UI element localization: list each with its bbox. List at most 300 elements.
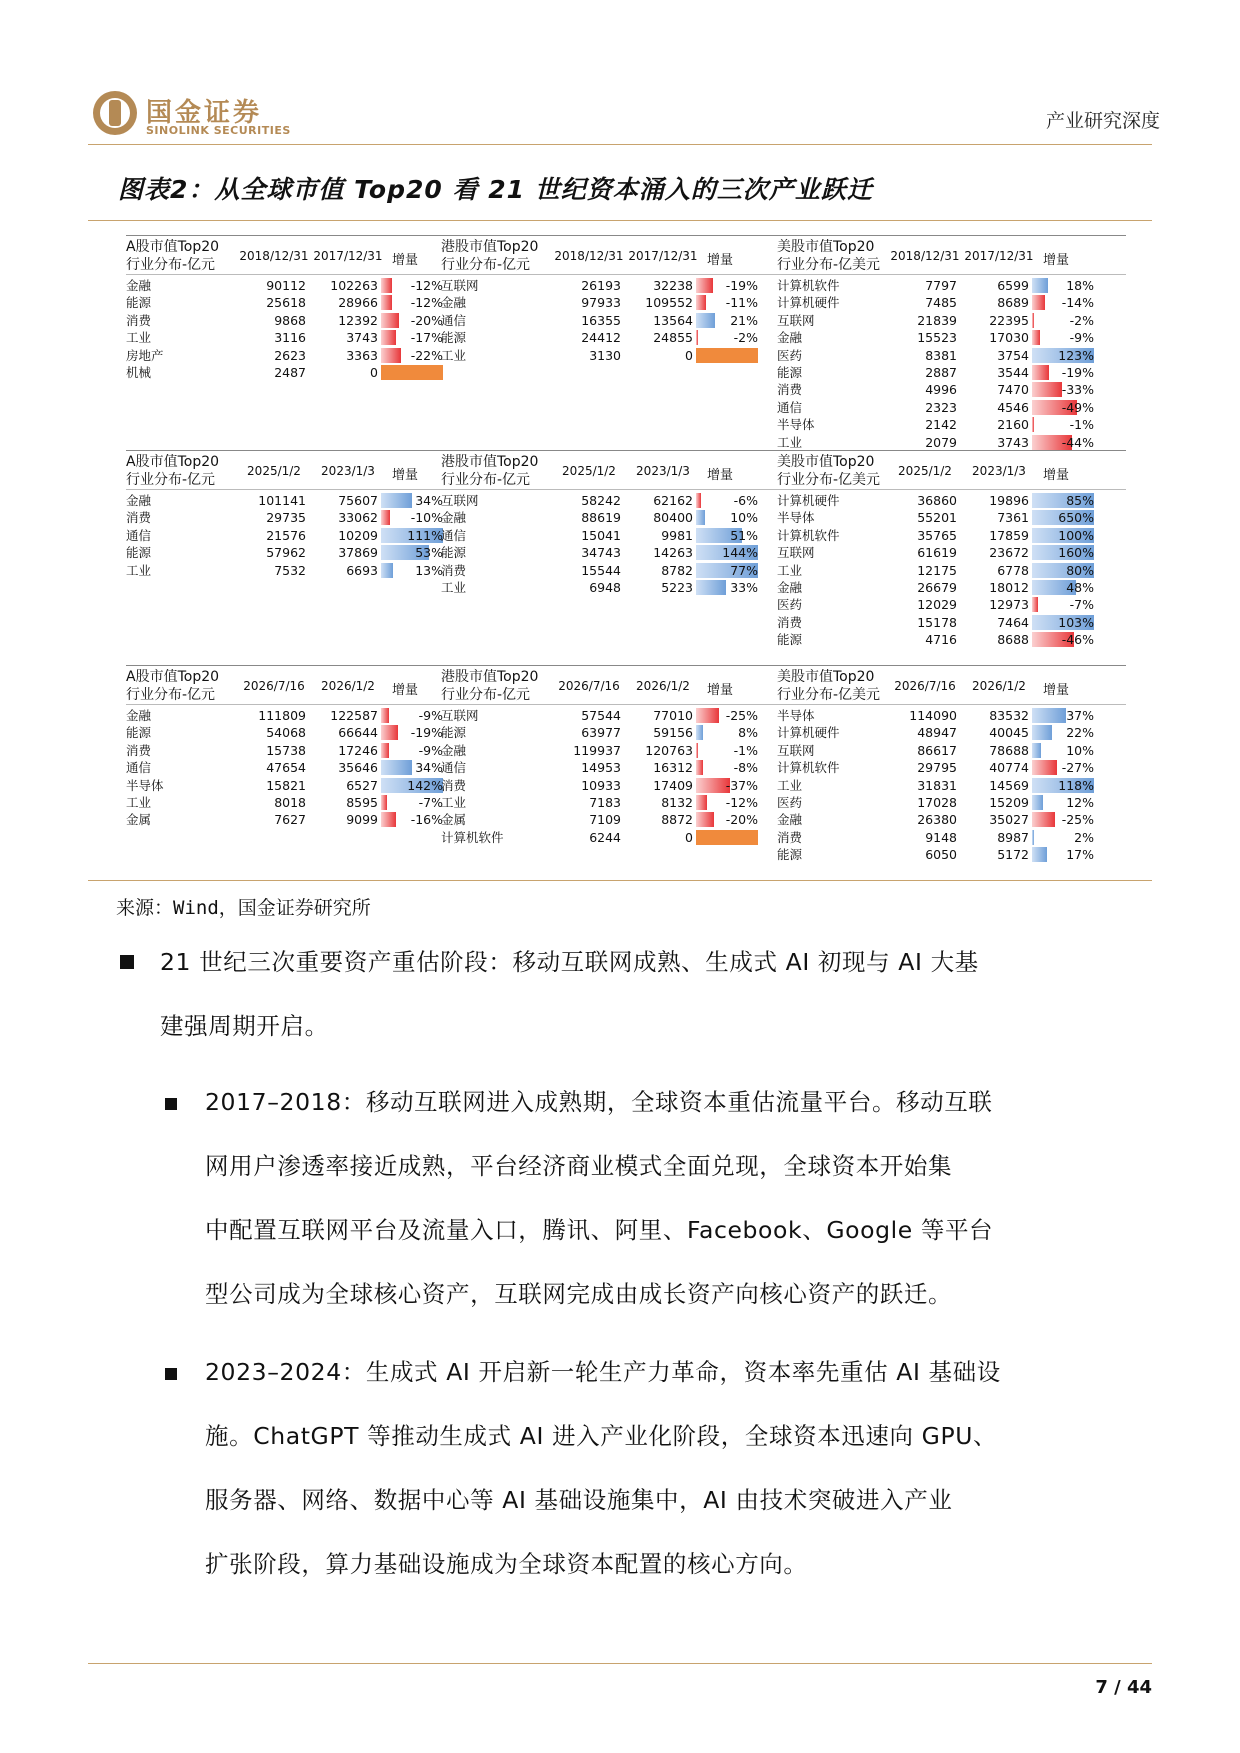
row-increment-pct: 10% bbox=[730, 510, 758, 526]
row-increment-pct: 8% bbox=[738, 725, 758, 741]
panel-market-title: A股市值Top20 bbox=[126, 669, 220, 685]
row-value-2: 16312 bbox=[653, 760, 693, 776]
row-category: 工业 bbox=[777, 434, 803, 450]
date-col-2: 2023/1/3 bbox=[321, 464, 375, 478]
bullet-square bbox=[120, 955, 134, 969]
row-value-1: 21839 bbox=[917, 312, 957, 328]
panel-market-title: 美股市值Top20 bbox=[777, 669, 875, 685]
panel-unit-label: 行业分布-亿美元 bbox=[777, 687, 881, 703]
row-value-2: 12973 bbox=[989, 597, 1029, 613]
row-value-1: 111809 bbox=[258, 708, 306, 723]
row-value-1: 48947 bbox=[917, 725, 957, 741]
row-value-1: 9148 bbox=[925, 829, 957, 845]
row-value-2: 14263 bbox=[653, 545, 693, 561]
row-value-2: 59156 bbox=[653, 725, 693, 741]
row-category: 半导体 bbox=[126, 777, 164, 793]
row-value-2: 77010 bbox=[653, 708, 693, 723]
row-category: 能源 bbox=[126, 295, 152, 311]
row-value-2: 3743 bbox=[997, 434, 1029, 450]
row-category: 消费 bbox=[126, 510, 152, 526]
row-increment-pct: -14% bbox=[1061, 295, 1094, 311]
panel-unit-label: 行业分布-亿元 bbox=[126, 687, 216, 703]
row-category: 金融 bbox=[126, 493, 152, 508]
row-value-1: 21576 bbox=[266, 527, 306, 543]
row-increment-pct: 51% bbox=[730, 527, 758, 543]
row-increment-pct: 80% bbox=[1066, 562, 1094, 578]
row-increment-pct: 103% bbox=[1058, 614, 1094, 630]
row-category: 工业 bbox=[777, 777, 803, 793]
row-category: 能源 bbox=[126, 545, 152, 561]
panel-market-title: A股市值Top20 bbox=[126, 239, 220, 255]
row-value-1: 25618 bbox=[266, 295, 306, 311]
row-value-2: 122587 bbox=[330, 708, 378, 723]
row-value-1: 7532 bbox=[274, 562, 306, 578]
row-value-1: 7485 bbox=[925, 295, 957, 311]
row-category: 计算机软件 bbox=[777, 527, 840, 543]
date-col-1: 2025/1/2 bbox=[898, 464, 952, 478]
row-value-2: 0 bbox=[370, 365, 378, 380]
row-value-2: 102263 bbox=[330, 278, 378, 293]
row-value-1: 15041 bbox=[581, 527, 621, 543]
row-increment-pct: 650% bbox=[1058, 510, 1094, 526]
row-value-2: 0 bbox=[685, 829, 693, 845]
row-increment-pct: -10% bbox=[410, 510, 443, 526]
row-value-1: 57544 bbox=[581, 708, 621, 723]
row-value-1: 26380 bbox=[917, 812, 957, 828]
row-value-1: 31831 bbox=[917, 777, 957, 793]
row-value-1: 29795 bbox=[917, 760, 957, 776]
page-number: 7 / 44 bbox=[1095, 1677, 1152, 1698]
row-value-2: 2160 bbox=[997, 417, 1029, 433]
panel-unit-label: 行业分布-亿元 bbox=[441, 472, 531, 488]
row-category: 工业 bbox=[126, 562, 152, 578]
row-increment-pct: -20% bbox=[410, 312, 443, 328]
row-increment-pct: 18% bbox=[1066, 278, 1094, 293]
row-value-2: 8689 bbox=[997, 295, 1029, 311]
row-category: 计算机软件 bbox=[441, 829, 504, 845]
row-value-1: 8381 bbox=[925, 347, 957, 363]
figure-title-rule bbox=[88, 220, 1152, 221]
row-value-1: 7183 bbox=[589, 795, 621, 810]
row-category: 金融 bbox=[777, 330, 803, 346]
row-category: 消费 bbox=[126, 742, 152, 758]
row-value-2: 120763 bbox=[645, 742, 693, 758]
date-col-2: 2023/1/3 bbox=[636, 464, 690, 478]
row-value-2: 32238 bbox=[653, 278, 693, 293]
panel-unit-label: 行业分布-亿美元 bbox=[777, 472, 881, 488]
row-category: 金融 bbox=[126, 708, 152, 723]
table-header-separator bbox=[126, 274, 1126, 275]
row-increment-pct: 100% bbox=[1058, 527, 1094, 543]
row-value-1: 2887 bbox=[925, 365, 957, 380]
row-increment-pct: 118% bbox=[1058, 777, 1094, 793]
panel-unit-label: 行业分布-亿元 bbox=[126, 257, 216, 273]
row-category: 工业 bbox=[126, 795, 152, 810]
row-category: 医药 bbox=[777, 795, 803, 810]
row-value-1: 3130 bbox=[589, 347, 621, 363]
row-category: 通信 bbox=[126, 527, 152, 543]
row-increment-pct: 160% bbox=[1058, 545, 1094, 561]
row-value-2: 22395 bbox=[989, 312, 1029, 328]
row-category: 金融 bbox=[441, 295, 467, 311]
row-value-2: 37869 bbox=[338, 545, 378, 561]
row-category: 半导体 bbox=[777, 708, 815, 723]
row-value-1: 63977 bbox=[581, 725, 621, 741]
row-value-1: 26679 bbox=[917, 580, 957, 595]
row-value-2: 40045 bbox=[989, 725, 1029, 741]
row-value-1: 24412 bbox=[581, 330, 621, 346]
row-increment-pct: 33% bbox=[730, 580, 758, 595]
row-value-2: 18012 bbox=[989, 580, 1029, 595]
row-category: 能源 bbox=[441, 545, 467, 561]
row-category: 计算机软件 bbox=[777, 278, 840, 293]
row-increment-pct: -17% bbox=[410, 330, 443, 346]
row-increment-pct bbox=[696, 347, 758, 364]
row-increment-pct: -11% bbox=[725, 295, 758, 311]
row-value-2: 62162 bbox=[653, 493, 693, 508]
row-increment-pct: -46% bbox=[1061, 632, 1094, 648]
row-value-2: 9099 bbox=[346, 812, 378, 828]
row-category: 通信 bbox=[441, 527, 467, 543]
row-value-2: 17859 bbox=[989, 527, 1029, 543]
row-value-2: 8595 bbox=[346, 795, 378, 810]
row-category: 半导体 bbox=[777, 510, 815, 526]
row-value-1: 6948 bbox=[589, 580, 621, 595]
increment-header: 增量 bbox=[707, 683, 734, 698]
row-value-2: 6693 bbox=[346, 562, 378, 578]
row-increment-pct: 21% bbox=[730, 312, 758, 328]
row-value-1: 15738 bbox=[266, 742, 306, 758]
row-value-1: 86617 bbox=[917, 742, 957, 758]
figure-source: 来源：Wind，国金证券研究所 bbox=[116, 897, 371, 919]
figure-bottom-rule bbox=[88, 880, 1152, 881]
row-value-2: 35027 bbox=[989, 812, 1029, 828]
row-value-2: 6527 bbox=[346, 777, 378, 793]
row-value-2: 109552 bbox=[645, 295, 693, 311]
date-col-1: 2018/12/31 bbox=[890, 249, 960, 263]
row-increment-pct: -22% bbox=[410, 347, 443, 363]
row-category: 金融 bbox=[441, 510, 467, 526]
row-value-2: 17246 bbox=[338, 742, 378, 758]
row-value-1: 15178 bbox=[917, 614, 957, 630]
row-value-1: 34743 bbox=[581, 545, 621, 561]
row-category: 计算机软件 bbox=[777, 760, 840, 776]
paragraph-line: 中配置互联网平台及流量入口，腾讯、阿里、Facebook、Google 等平台 bbox=[205, 1216, 994, 1244]
date-col-1: 2018/12/31 bbox=[554, 249, 624, 263]
row-category: 消费 bbox=[777, 382, 803, 398]
row-increment-pct: -37% bbox=[725, 777, 758, 793]
row-category: 医药 bbox=[777, 347, 803, 363]
row-value-2: 6778 bbox=[997, 562, 1029, 578]
row-value-1: 26193 bbox=[581, 278, 621, 293]
row-category: 能源 bbox=[777, 632, 803, 648]
increment-header: 增量 bbox=[1043, 253, 1070, 268]
row-increment-pct: -7% bbox=[1069, 597, 1094, 613]
row-category: 计算机硬件 bbox=[777, 493, 840, 508]
row-increment-pct: -7% bbox=[418, 795, 443, 810]
row-increment-pct: -1% bbox=[1069, 417, 1094, 433]
row-increment-pct: 111% bbox=[407, 527, 443, 543]
row-value-2: 4546 bbox=[997, 399, 1029, 415]
row-category: 消费 bbox=[777, 829, 803, 845]
row-value-1: 2323 bbox=[925, 399, 957, 415]
row-value-1: 14953 bbox=[581, 760, 621, 776]
row-increment-pct bbox=[696, 829, 758, 846]
date-col-1: 2026/7/16 bbox=[243, 679, 305, 693]
row-increment-pct: -9% bbox=[1069, 330, 1094, 346]
row-value-2: 15209 bbox=[989, 795, 1029, 810]
row-increment-pct: -12% bbox=[410, 295, 443, 311]
row-increment-pct: -8% bbox=[733, 760, 758, 776]
row-value-1: 7797 bbox=[925, 278, 957, 293]
row-value-1: 29735 bbox=[266, 510, 306, 526]
row-category: 通信 bbox=[777, 399, 803, 415]
row-increment-pct: 142% bbox=[407, 777, 443, 793]
row-value-1: 12175 bbox=[917, 562, 957, 578]
row-category: 消费 bbox=[441, 777, 467, 793]
row-increment-pct: 123% bbox=[1058, 347, 1094, 363]
row-value-2: 5223 bbox=[661, 580, 693, 595]
row-value-1: 10933 bbox=[581, 777, 621, 793]
row-value-1: 7627 bbox=[274, 812, 306, 828]
row-value-1: 2487 bbox=[274, 365, 306, 380]
row-value-2: 17030 bbox=[989, 330, 1029, 346]
row-increment-pct: -1% bbox=[733, 742, 758, 758]
row-value-2: 35646 bbox=[338, 760, 378, 776]
date-col-2: 2023/1/3 bbox=[972, 464, 1026, 478]
row-value-1: 4996 bbox=[925, 382, 957, 398]
row-increment-pct: -33% bbox=[1061, 382, 1094, 398]
row-value-1: 16355 bbox=[581, 312, 621, 328]
row-category: 工业 bbox=[441, 795, 467, 810]
row-value-2: 13564 bbox=[653, 312, 693, 328]
row-category: 金属 bbox=[126, 812, 152, 828]
row-increment-pct: -49% bbox=[1061, 399, 1094, 415]
row-category: 机械 bbox=[126, 365, 152, 380]
row-value-2: 3754 bbox=[997, 347, 1029, 363]
row-category: 互联网 bbox=[441, 278, 479, 293]
row-category: 通信 bbox=[441, 312, 467, 328]
row-category: 金融 bbox=[777, 580, 803, 595]
row-category: 房地产 bbox=[126, 347, 164, 363]
row-value-2: 3743 bbox=[346, 330, 378, 346]
row-increment-pct: -6% bbox=[733, 493, 758, 508]
date-col-2: 2017/12/31 bbox=[628, 249, 698, 263]
row-increment-pct: -27% bbox=[1061, 760, 1094, 776]
row-value-2: 80400 bbox=[653, 510, 693, 526]
paragraph-line: 扩张阶段，算力基础设施成为全球资本配置的核心方向。 bbox=[205, 1550, 808, 1578]
row-value-2: 23672 bbox=[989, 545, 1029, 561]
panel-market-title: 港股市值Top20 bbox=[441, 669, 539, 685]
row-category: 消费 bbox=[441, 562, 467, 578]
row-increment-pct: -2% bbox=[733, 330, 758, 346]
paragraph-line: 2023–2024：生成式 AI 开启新一轮生产力革命，资本率先重估 AI 基础设 bbox=[205, 1358, 1001, 1386]
row-value-2: 9981 bbox=[661, 527, 693, 543]
row-increment-pct: -44% bbox=[1061, 434, 1094, 450]
paragraph-line: 服务器、网络、数据中心等 AI 基础设施集中，AI 由技术突破进入产业 bbox=[205, 1486, 953, 1514]
row-category: 金融 bbox=[441, 742, 467, 758]
row-increment-pct: 22% bbox=[1066, 725, 1094, 741]
increment-header: 增量 bbox=[392, 468, 419, 483]
date-col-2: 2026/1/2 bbox=[636, 679, 690, 693]
date-col-2: 2017/12/31 bbox=[313, 249, 383, 263]
row-value-1: 35765 bbox=[917, 527, 957, 543]
table-block-separator bbox=[126, 235, 1126, 236]
row-increment-pct: 37% bbox=[1066, 708, 1094, 723]
brand-name-en: SINOLINK SECURITIES bbox=[146, 124, 291, 137]
row-increment-pct: -20% bbox=[725, 812, 758, 828]
paragraph-line: 21 世纪三次重要资产重估阶段：移动互联网成熟、生成式 AI 初现与 AI 大基 bbox=[160, 948, 979, 976]
date-col-1: 2026/7/16 bbox=[558, 679, 620, 693]
row-increment-pct: -19% bbox=[1061, 365, 1094, 380]
row-category: 互联网 bbox=[777, 312, 815, 328]
panel-unit-label: 行业分布-亿元 bbox=[126, 472, 216, 488]
row-value-1: 97933 bbox=[581, 295, 621, 311]
increment-header: 增量 bbox=[1043, 468, 1070, 483]
row-increment-pct: 53% bbox=[415, 545, 443, 561]
row-increment-pct: -25% bbox=[1061, 812, 1094, 828]
row-value-1: 101141 bbox=[258, 493, 306, 508]
row-value-1: 2142 bbox=[925, 417, 957, 433]
row-increment-pct: -12% bbox=[410, 278, 443, 293]
increment-header: 增量 bbox=[392, 253, 419, 268]
panel-unit-label: 行业分布-亿美元 bbox=[777, 257, 881, 273]
date-col-2: 2017/12/31 bbox=[964, 249, 1034, 263]
row-value-2: 8688 bbox=[997, 632, 1029, 648]
row-value-2: 14569 bbox=[989, 777, 1029, 793]
row-category: 工业 bbox=[126, 330, 152, 346]
date-col-2: 2026/1/2 bbox=[321, 679, 375, 693]
row-value-2: 0 bbox=[685, 347, 693, 363]
row-value-1: 15523 bbox=[917, 330, 957, 346]
row-value-2: 28966 bbox=[338, 295, 378, 311]
row-increment-pct: -19% bbox=[410, 725, 443, 741]
row-value-2: 3544 bbox=[997, 365, 1029, 380]
increment-header: 增量 bbox=[392, 683, 419, 698]
row-value-1: 58242 bbox=[581, 493, 621, 508]
row-value-2: 8782 bbox=[661, 562, 693, 578]
row-value-1: 55201 bbox=[917, 510, 957, 526]
row-increment-pct: 34% bbox=[415, 493, 443, 508]
panel-market-title: 美股市值Top20 bbox=[777, 239, 875, 255]
row-value-1: 61619 bbox=[917, 545, 957, 561]
row-increment-pct: 85% bbox=[1066, 493, 1094, 508]
row-category: 医药 bbox=[777, 597, 803, 613]
row-category: 能源 bbox=[777, 365, 803, 380]
row-value-2: 7361 bbox=[997, 510, 1029, 526]
row-value-1: 8018 bbox=[274, 795, 306, 810]
row-category: 计算机硬件 bbox=[777, 725, 840, 741]
row-increment-pct bbox=[381, 364, 443, 381]
row-value-1: 119937 bbox=[573, 742, 621, 758]
panel-market-title: 港股市值Top20 bbox=[441, 239, 539, 255]
row-increment-pct: -9% bbox=[418, 708, 443, 723]
paragraph-line: 网用户渗透率接近成熟，平台经济商业模式全面兑现，全球资本开始集 bbox=[205, 1152, 953, 1180]
row-value-1: 12029 bbox=[917, 597, 957, 613]
table-header-separator bbox=[126, 704, 1126, 705]
row-category: 金融 bbox=[777, 812, 803, 828]
date-col-1: 2025/1/2 bbox=[247, 464, 301, 478]
panel-market-title: 港股市值Top20 bbox=[441, 454, 539, 470]
row-value-2: 5172 bbox=[997, 847, 1029, 863]
row-category: 消费 bbox=[777, 614, 803, 630]
row-increment-pct: 77% bbox=[730, 562, 758, 578]
row-increment-pct: -9% bbox=[418, 742, 443, 758]
paragraph-line: 型公司成为全球核心资产，互联网完成由成长资产向核心资产的跃迁。 bbox=[205, 1280, 953, 1308]
row-value-2: 8132 bbox=[661, 795, 693, 810]
footer-rule bbox=[88, 1663, 1152, 1664]
row-increment-pct: -19% bbox=[725, 278, 758, 293]
row-value-1: 54068 bbox=[266, 725, 306, 741]
panel-market-title: A股市值Top20 bbox=[126, 454, 220, 470]
row-value-1: 6244 bbox=[589, 829, 621, 845]
row-value-1: 57962 bbox=[266, 545, 306, 561]
row-category: 工业 bbox=[777, 562, 803, 578]
sub-bullet-square bbox=[165, 1368, 177, 1380]
row-value-1: 90112 bbox=[266, 278, 306, 293]
row-value-1: 7109 bbox=[589, 812, 621, 828]
date-col-1: 2018/12/31 bbox=[239, 249, 309, 263]
row-value-1: 47654 bbox=[266, 760, 306, 776]
row-category: 计算机硬件 bbox=[777, 295, 840, 311]
row-category: 消费 bbox=[126, 312, 152, 328]
row-increment-pct: 10% bbox=[1066, 742, 1094, 758]
row-value-1: 36860 bbox=[917, 493, 957, 508]
increment-header: 增量 bbox=[1043, 683, 1070, 698]
panel-unit-label: 行业分布-亿元 bbox=[441, 687, 531, 703]
row-increment-pct: 144% bbox=[722, 545, 758, 561]
table-block-separator bbox=[126, 665, 1126, 666]
figure-title: 图表2：从全球市值 Top20 看 21 世纪资本涌入的三次产业跃迁 bbox=[118, 175, 873, 204]
row-value-2: 83532 bbox=[989, 708, 1029, 723]
row-value-2: 17409 bbox=[653, 777, 693, 793]
row-value-2: 24855 bbox=[653, 330, 693, 346]
row-increment-pct: -2% bbox=[1069, 312, 1094, 328]
row-increment-pct: 17% bbox=[1066, 847, 1094, 863]
increment-header: 增量 bbox=[707, 253, 734, 268]
row-category: 通信 bbox=[126, 760, 152, 776]
row-category: 通信 bbox=[441, 760, 467, 776]
date-col-1: 2026/7/16 bbox=[894, 679, 956, 693]
row-value-1: 15821 bbox=[266, 777, 306, 793]
row-value-1: 3116 bbox=[274, 330, 306, 346]
sinolink-logo-icon bbox=[92, 90, 138, 136]
row-category: 互联网 bbox=[441, 708, 479, 723]
row-increment-pct: -16% bbox=[410, 812, 443, 828]
row-category: 半导体 bbox=[777, 417, 815, 433]
table-header-separator bbox=[126, 489, 1126, 490]
document-type-label: 产业研究深度 bbox=[1045, 110, 1160, 132]
row-value-1: 88619 bbox=[581, 510, 621, 526]
row-increment-pct: 2% bbox=[1074, 829, 1094, 845]
row-category: 能源 bbox=[441, 725, 467, 741]
row-category: 工业 bbox=[441, 580, 467, 595]
row-value-2: 6599 bbox=[997, 278, 1029, 293]
header-rule bbox=[88, 144, 1152, 145]
panel-market-title: 美股市值Top20 bbox=[777, 454, 875, 470]
row-value-1: 15544 bbox=[581, 562, 621, 578]
row-increment-pct: -25% bbox=[725, 708, 758, 723]
date-col-2: 2026/1/2 bbox=[972, 679, 1026, 693]
row-category: 能源 bbox=[777, 847, 803, 863]
row-value-2: 78688 bbox=[989, 742, 1029, 758]
row-increment-pct: 34% bbox=[415, 760, 443, 776]
row-category: 互联网 bbox=[441, 493, 479, 508]
panel-unit-label: 行业分布-亿元 bbox=[441, 257, 531, 273]
row-value-1: 17028 bbox=[917, 795, 957, 810]
row-increment-pct: 48% bbox=[1066, 580, 1094, 595]
paragraph-line: 施。ChatGPT 等推动生成式 AI 进入产业化阶段，全球资本迅速向 GPU、 bbox=[205, 1422, 998, 1450]
